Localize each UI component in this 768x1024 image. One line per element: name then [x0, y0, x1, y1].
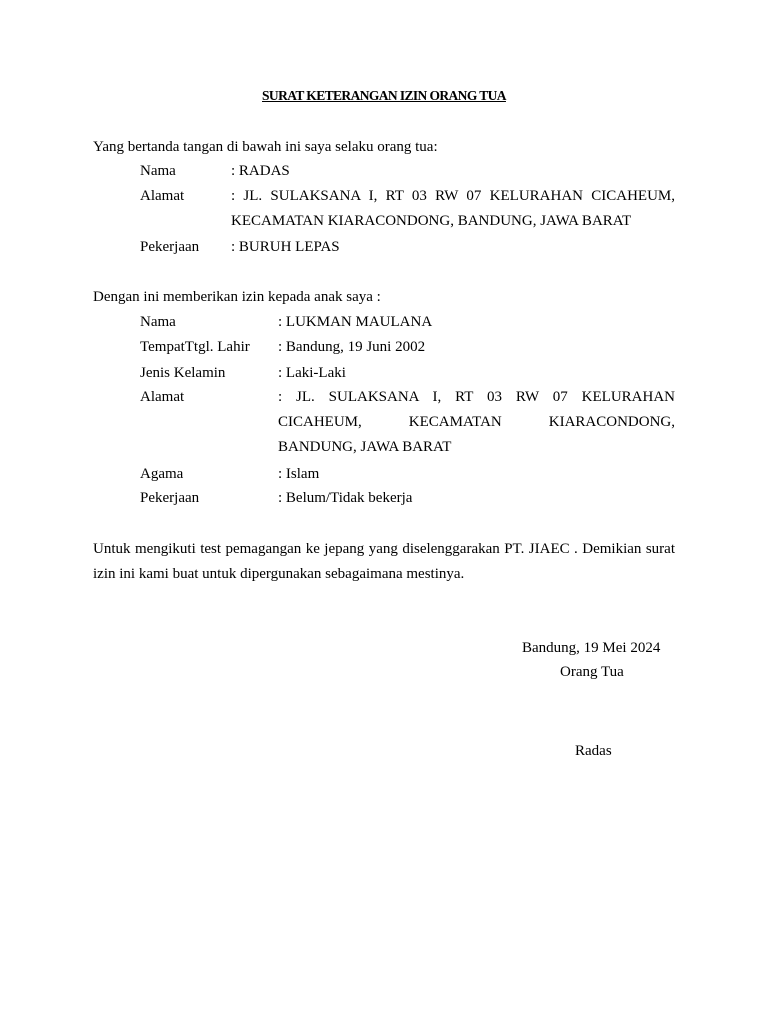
child-gender-row [0, 364, 768, 384]
signer-role: Orang Tua [560, 664, 624, 680]
child-address-label: Alamat [140, 389, 185, 405]
child-gender-label: Jenis Kelamin [140, 365, 226, 381]
child-gender-value: : Laki-Laki [278, 365, 346, 381]
child-job-row [0, 489, 768, 509]
place-date: Bandung, 19 Mei 2024 [522, 640, 661, 656]
child-religion-label: Agama [140, 466, 184, 482]
child-name-label: Nama [140, 314, 176, 330]
child-birth-label: TempatTtgl. Lahir [140, 339, 250, 355]
parent-job-row [0, 238, 768, 258]
child-name-row [0, 313, 768, 333]
parent-address-line1: : JL. SULAKSANA I, RT 03 RW 07 KELURAHAN CICAHEUM, [231, 188, 675, 204]
child-birth-row [0, 338, 768, 358]
parent-name-label: Nama [140, 163, 176, 179]
child-job-value: : Belum/Tidak bekerja [278, 490, 413, 506]
parent-job-label: Pekerjaan [140, 239, 200, 255]
child-address-line3: BANDUNG, JAWA BARAT [278, 439, 452, 455]
child-intro: Dengan ini memberikan izin kepada anak saya : [93, 289, 381, 305]
child-address-line2: CICAHEUM, KECAMATAN KIARACONDONG, [278, 414, 675, 430]
child-address-line1: : JL. SULAKSANA I, RT 03 RW 07 KELURAHAN [278, 389, 675, 405]
parent-address-label: Alamat [140, 188, 185, 204]
parent-name-value: : RADAS [231, 163, 290, 179]
document-title: SURAT KETERANGAN IZIN ORANG TUA [262, 88, 506, 103]
child-religion-value: : Islam [278, 466, 320, 482]
parent-address-line2: KECAMATAN KIARACONDONG, BANDUNG, JAWA BARAT [231, 213, 632, 229]
child-name-value: : LUKMAN MAULANA [278, 314, 433, 330]
parent-name-row [0, 162, 768, 182]
closing-paragraph: Untuk mengikuti test pemagangan ke jepang yang diselenggarakan PT. JIAEC . Demikian surat izin ini kami buat untuk dipergunakan sebagaimana mestinya. [93, 541, 675, 582]
child-birth-value: : Bandung, 19 Juni 2002 [278, 339, 426, 355]
parent-intro: Yang bertanda tangan di bawah ini saya selaku orang tua: [93, 139, 438, 155]
parent-job-value: : BURUH LEPAS [231, 239, 340, 255]
child-religion-row [0, 465, 768, 485]
signer-name: Radas [575, 743, 612, 759]
child-job-label: Pekerjaan [140, 490, 200, 506]
